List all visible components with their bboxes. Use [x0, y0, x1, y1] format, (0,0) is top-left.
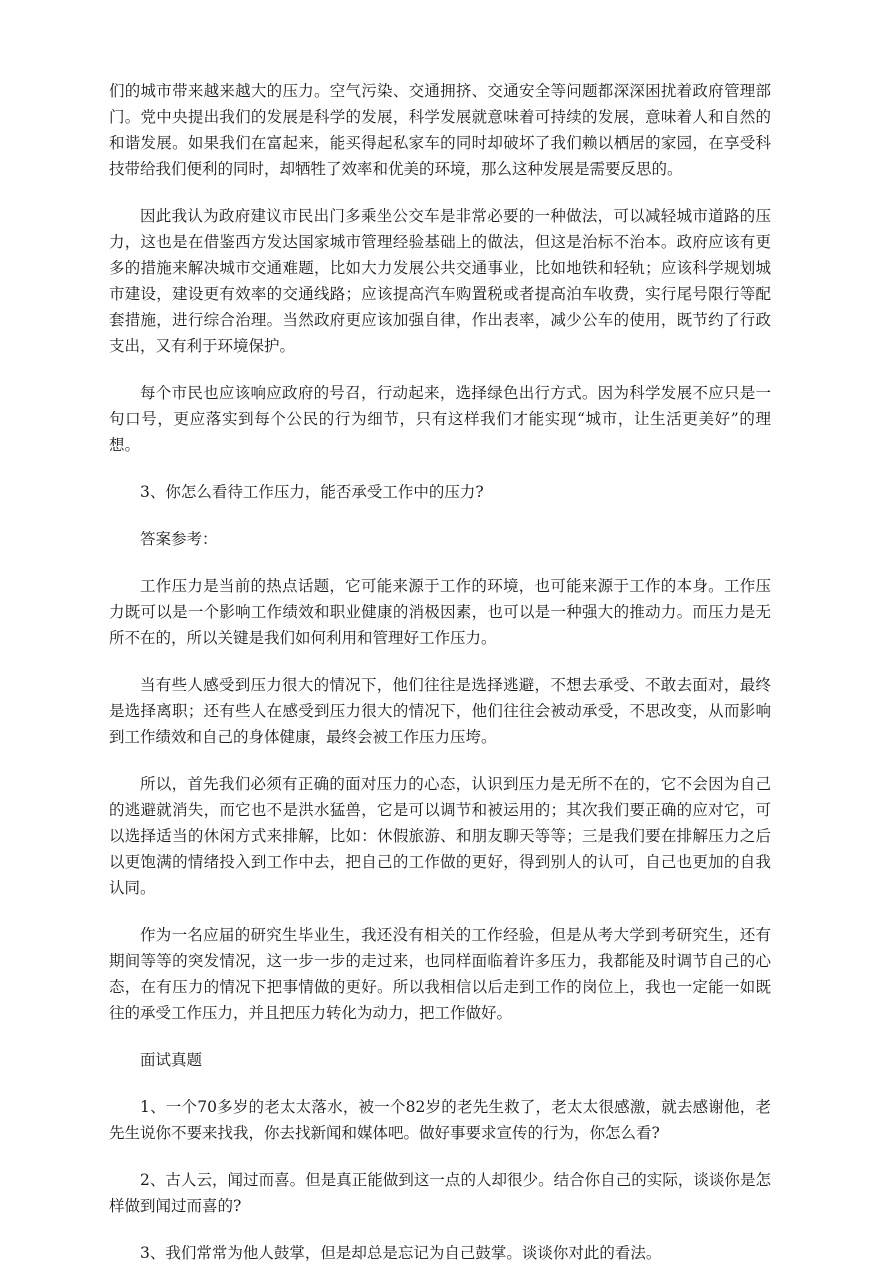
- answer-reference-heading: 答案参考：: [140, 530, 218, 548]
- interview-question-3: 3、我们常常为他人鼓掌，但是却总是忘记为自己鼓掌。谈谈你对此的看法。: [140, 1244, 662, 1262]
- paragraph-government-measures: 因此我认为政府建议市民出门多乘坐公交车是非常必要的一种做法，可以减轻城市道路的压力，这也是在借鉴西方发达国家城市管理经验基础上的做法，但这是治标不治本。政府应该有更多的措施来解决城市交通难题，比如大力发展公共交通事业，比如地铁和轻轨；应该科学规划城市建设，建设更有效率的交通线路；应该提高汽车购置税或者提高泊车收费，实行尾号限行等配套措施，进行综合治理。当然政府更应该加强自律，作出表率，减少公车的使用，既节约了行政支出，又有利于环境保护。: [109, 207, 771, 355]
- paragraph-pressure-intro: 工作压力是当前的热点话题，它可能来源于工作的环境，也可能来源于工作的本身。工作压力既可以是一个影响工作绩效和职业健康的消极因素，也可以是一种强大的推动力。而压力是无所不在的，所以关键是我们如何利用和管理好工作压力。: [109, 577, 771, 647]
- paragraph-continued: 们的城市带来越来越大的压力。空气污染、交通拥挤、交通安全等问题都深深困扰着政府管理部门。党中央提出我们的发展是科学的发展，科学发展就意味着可持续的发展，意味着人和自然的和谐发展。如果我们在富起来，能买得起私家车的同时却破坏了我们赖以栖居的家园，在享受科技带给我们便利的同时，却牺牲了效率和优美的环境，那么这种发展是需要反思的。: [109, 82, 771, 178]
- paragraph-pressure-handling: 所以，首先我们必须有正确的面对压力的心态，认识到压力是无所不在的，它不会因为自己的逃避就消失，而它也不是洪水猛兽，它是可以调节和被运用的；其次我们要正确的应对它，可以选择适当的休闲方式来排解，比如：休假旅游、和朋友聊天等等；三是我们要在排解压力之后以更饱满的情绪投入到工作中去，把自己的工作做的更好，得到别人的认可，自己也更加的自我认同。: [109, 775, 771, 897]
- question-work-pressure: 3、你怎么看待工作压力，能否承受工作中的压力?: [140, 483, 484, 501]
- interview-question-2: 2、古人云，闻过而喜。但是真正能做到这一点的人却很少。结合你自己的实际，谈谈你是怎样做到闻过而喜的?: [109, 1171, 771, 1215]
- interview-question-1: 1、一个70多岁的老太太落水，被一个82岁的老先生救了，老太太很感激，就去感谢他，老先生说你不要来找我，你去找新闻和媒体吧。做好事要求宣传的行为，你怎么看?: [109, 1098, 771, 1142]
- paragraph-citizen-action: 每个市民也应该响应政府的号召，行动起来，选择绿色出行方式。因为科学发展不应只是一句口号，更应落实到每个公民的行为细节，只有这样我们才能实现“城市，让生活更美好”的理想。: [109, 384, 771, 454]
- paragraph-graduate-experience: 作为一名应届的研究生毕业生，我还没有相关的工作经验，但是从考大学到考研究生，还有期间等等的突发情况，这一步一步的走过来，也同样面临着许多压力，我都能及时调节自己的心态，在有压力的情况下把事情做的更好。所以我相信以后走到工作的岗位上，我也一定能一如既往的承受工作压力，并且把压力转化为动力，把工作做好。: [109, 926, 771, 1022]
- document-body: [109, 78, 771, 1287]
- paragraph-pressure-reactions: 当有些人感受到压力很大的情况下，他们往往是选择逃避，不想去承受、不敢去面对，最终是选择离职；还有些人在感受到压力很大的情况下，他们往往会被动承受，不思改变，从而影响到工作绩效和自己的身体健康，最终会被工作压力压垮。: [109, 676, 771, 746]
- section-heading-interview-questions: 面试真题: [140, 1051, 203, 1069]
